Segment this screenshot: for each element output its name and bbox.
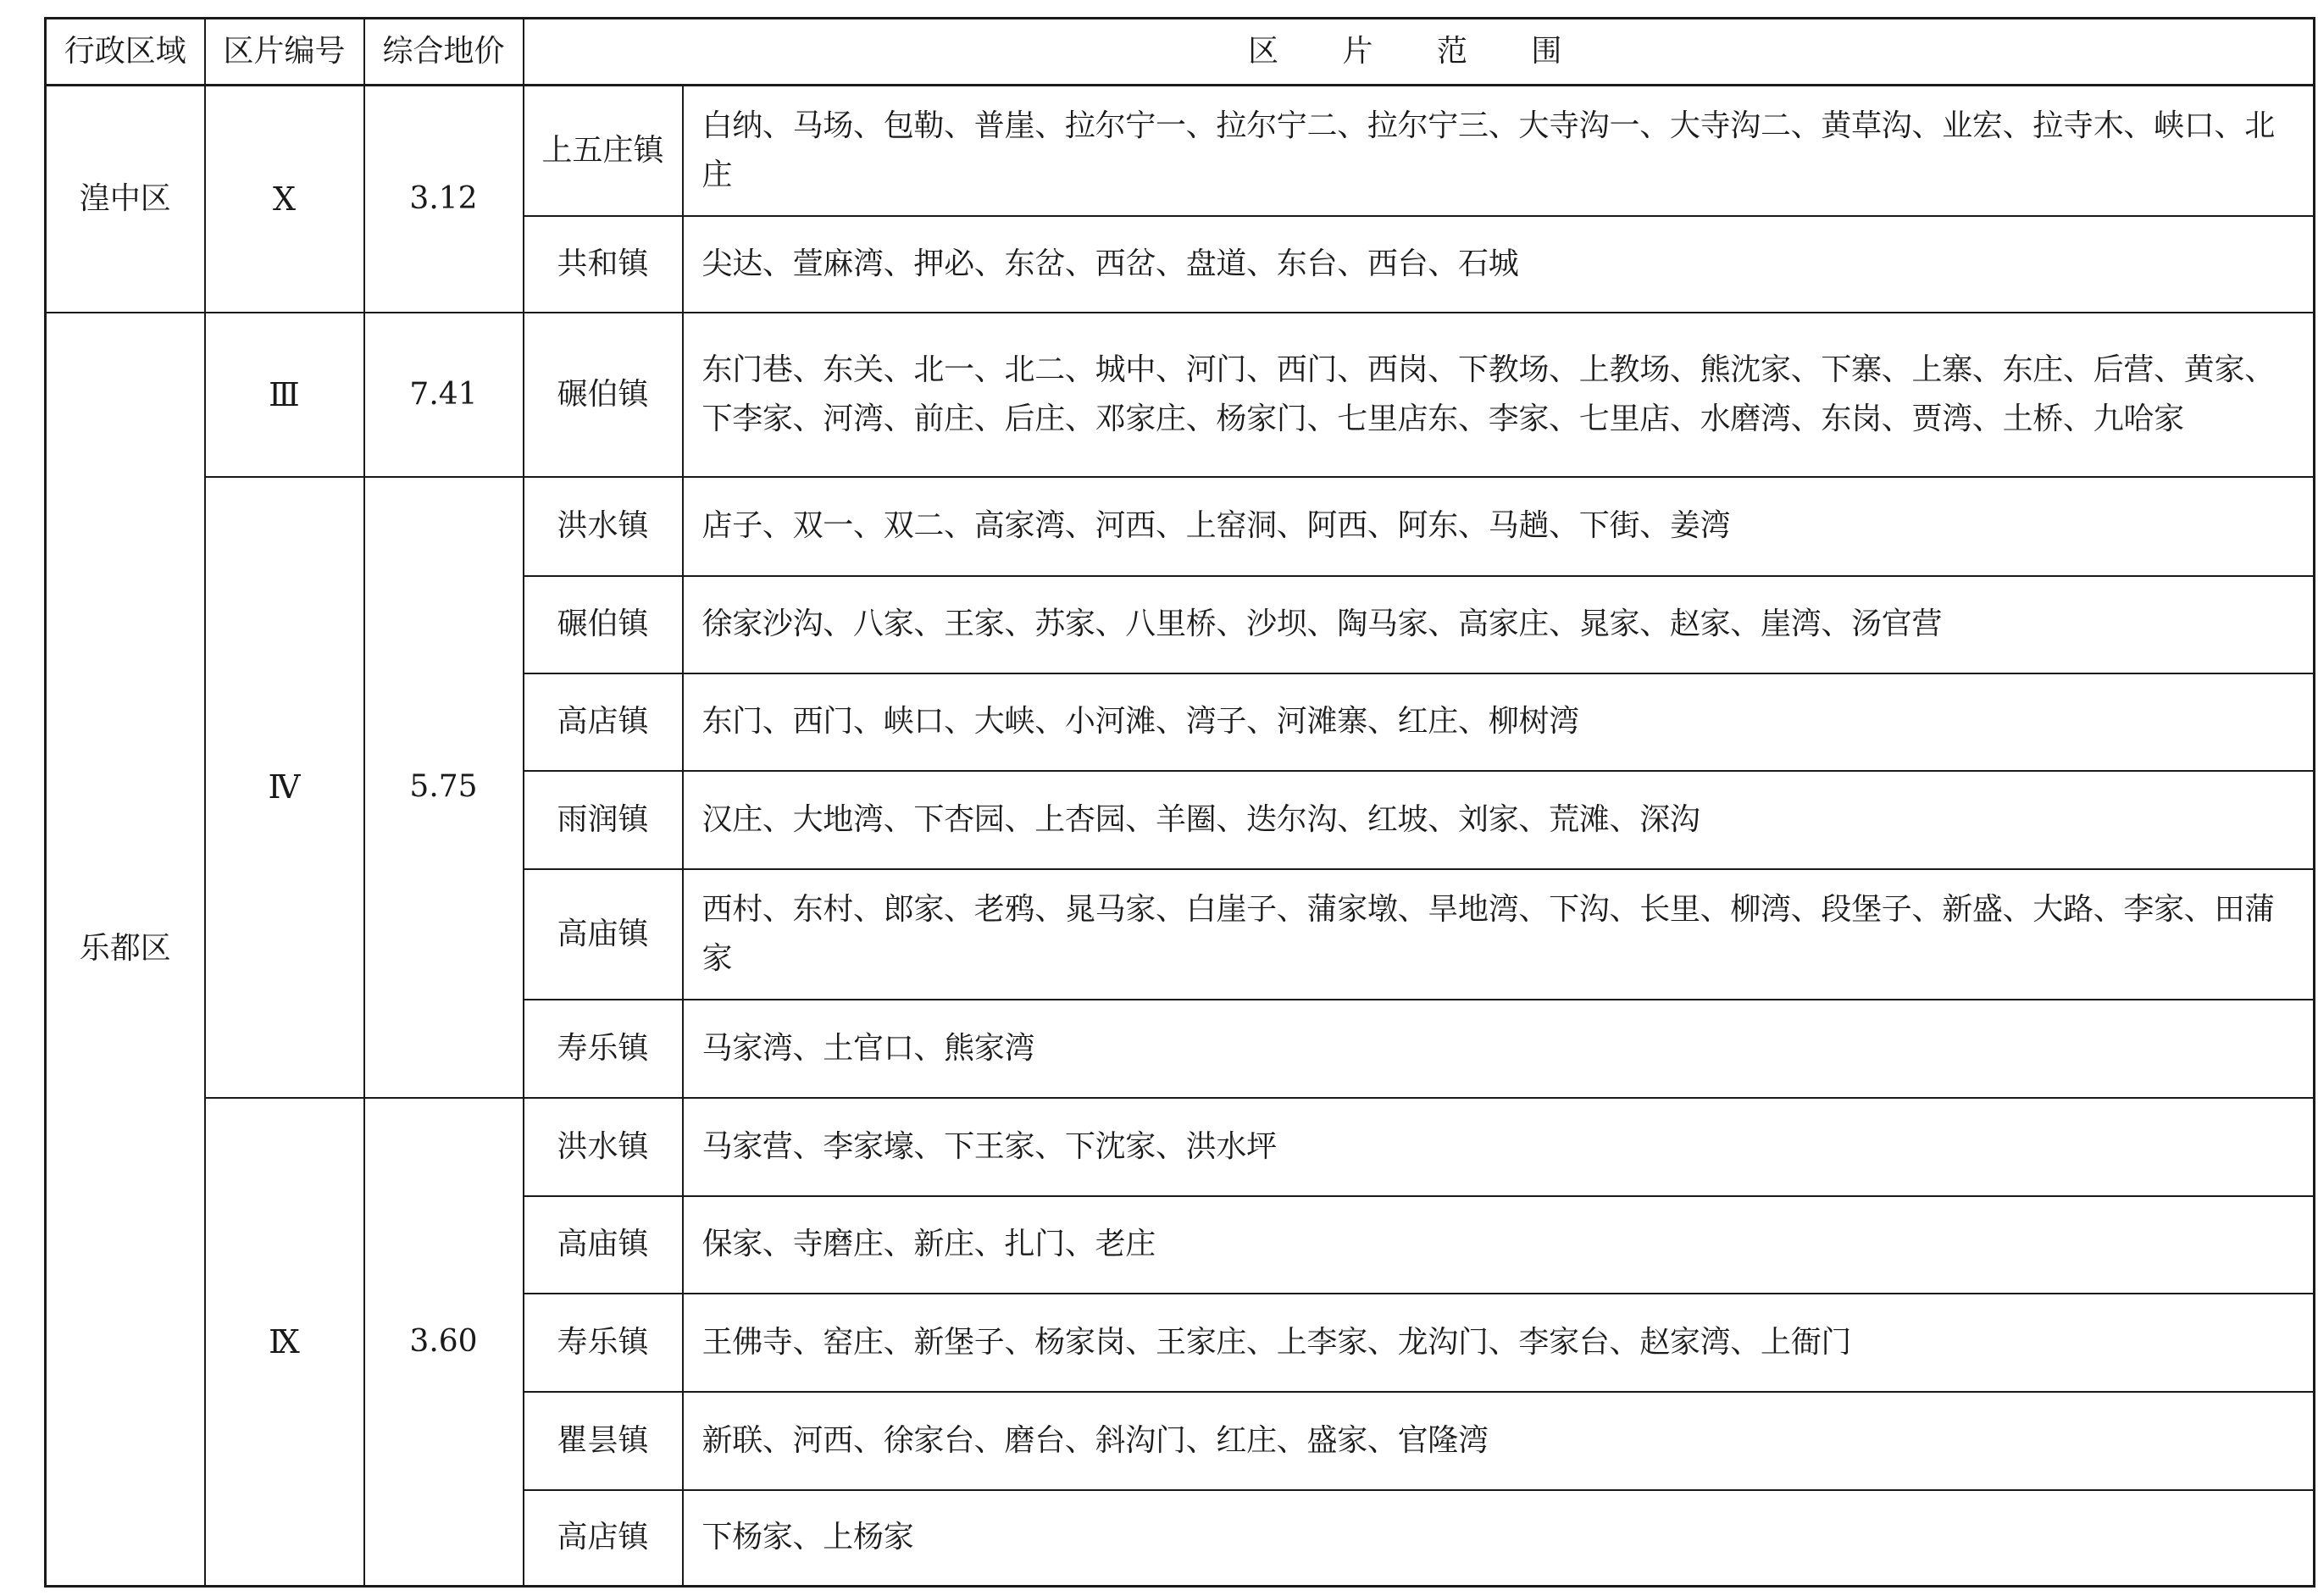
price-cell: 7.41 [364,313,524,477]
header-region: 行政区域 [46,19,205,86]
header-row [46,19,2315,86]
villages-cell: 徐家沙沟、八家、王家、苏家、八里桥、沙坝、陶马家、高家庄、晁家、赵家、崖湾、汤官营 [683,576,2315,673]
zone-cell: Ⅳ [205,477,364,1098]
land-price-table [44,17,2315,1588]
villages-cell: 马家营、李家壕、下王家、下沈家、洪水坪 [683,1098,2315,1196]
villages-cell: 马家湾、土官口、熊家湾 [683,1000,2315,1098]
price-cell: 5.75 [364,477,524,1098]
zone-cell: Ⅸ [205,1098,364,1587]
town-cell: 高店镇 [524,1490,683,1587]
town-cell: 碾伯镇 [524,313,683,477]
town-cell: 雨润镇 [524,771,683,869]
town-cell: 上五庄镇 [524,86,683,216]
town-cell: 洪水镇 [524,477,683,576]
villages-cell: 下杨家、上杨家 [683,1490,2315,1587]
zone-cell: Ⅹ [205,86,364,313]
villages-cell: 王佛寺、窑庄、新堡子、杨家岗、王家庄、上李家、龙沟门、李家台、赵家湾、上衙门 [683,1294,2315,1392]
villages-cell: 新联、河西、徐家台、磨台、斜沟门、红庄、盛家、官隆湾 [683,1392,2315,1490]
town-cell: 共和镇 [524,216,683,313]
header-zone-id: 区片编号 [205,19,364,86]
region-cell: 乐都区 [46,313,205,1587]
villages-cell: 东门巷、东关、北一、北二、城中、河门、西门、西岗、下教场、上教场、熊沈家、下寨、上寨、东庄、后营、黄家、下李家、河湾、前庄、后庄、邓家庄、杨家门、七里店东、李家、七里店、水磨湾、东岗、贾湾、土桥、九哈家 [683,313,2315,477]
town-cell: 寿乐镇 [524,1294,683,1392]
town-cell: 高庙镇 [524,869,683,1000]
table-row [46,1098,2315,1196]
table-row [46,477,2315,576]
town-cell: 高庙镇 [524,1196,683,1294]
town-cell: 洪水镇 [524,1098,683,1196]
villages-cell: 白纳、马场、包勒、普崖、拉尔宁一、拉尔宁二、拉尔宁三、大寺沟一、大寺沟二、黄草沟、业宏、拉寺木、峡口、北庄 [683,86,2315,216]
price-cell: 3.12 [364,86,524,313]
header-scope: 区 片 范 围 [524,19,2315,86]
villages-cell: 店子、双一、双二、高家湾、河西、上窑洞、阿西、阿东、马趟、下街、姜湾 [683,477,2315,576]
villages-cell: 东门、西门、峡口、大峡、小河滩、湾子、河滩寨、红庄、柳树湾 [683,673,2315,771]
town-cell: 寿乐镇 [524,1000,683,1098]
table-row [46,313,2315,477]
villages-cell: 西村、东村、郎家、老鸦、晁马家、白崖子、蒲家墩、旱地湾、下沟、长里、柳湾、段堡子、新盛、大路、李家、田蒲家 [683,869,2315,1000]
table-row [46,86,2315,216]
town-cell: 碾伯镇 [524,576,683,673]
price-cell: 3.60 [364,1098,524,1587]
villages-cell: 汉庄、大地湾、下杏园、上杏园、羊圈、迭尔沟、红坡、刘家、荒滩、深沟 [683,771,2315,869]
region-cell: 湟中区 [46,86,205,313]
header-price: 综合地价 [364,19,524,86]
villages-cell: 保家、寺磨庄、新庄、扎门、老庄 [683,1196,2315,1294]
town-cell: 瞿昙镇 [524,1392,683,1490]
villages-cell: 尖达、萱麻湾、押必、东岔、西岔、盘道、东台、西台、石城 [683,216,2315,313]
zone-cell: Ⅲ [205,313,364,477]
town-cell: 高店镇 [524,673,683,771]
